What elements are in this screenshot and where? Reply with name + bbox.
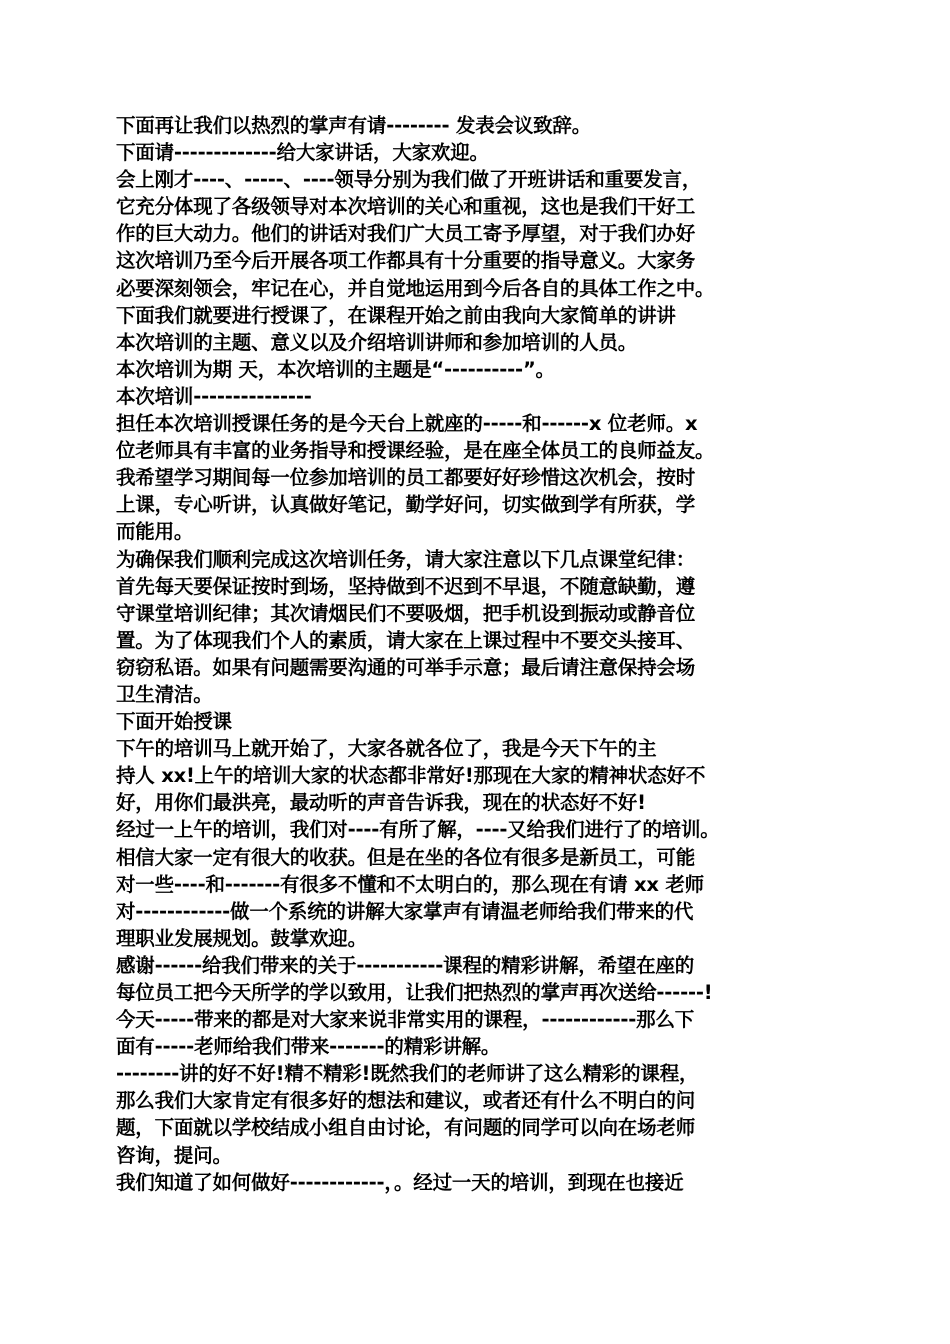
text-line: 相信大家一定有很大的收获。但是在坐的各位有很多是新员工，可能: [116, 845, 696, 869]
text-line: --------讲的好不好!精不精彩!既然我们的老师讲了这么精彩的课程，: [116, 1062, 699, 1086]
text-line: 持人 xx!上午的培训大家的状态都非常好!那现在大家的精神状态好不: [116, 764, 706, 788]
text-line: 下面我们就要进行授课了，在课程开始之前由我向大家简单的讲讲: [116, 303, 676, 327]
text-line: 窃窃私语。如果有问题需要沟通的可举手示意；最后请注意保持会场: [116, 655, 696, 679]
text-line: 题，下面就以学校结成小组自由讨论，有问题的同学可以向在场老师: [116, 1116, 696, 1140]
text-line: 下面再让我们以热烈的掌声有请-------- 发表会议致辞。: [116, 114, 592, 137]
text-line: 位老师具有丰富的业务指导和授课经验，是在座全体员工的良师益友。: [116, 439, 715, 463]
text-line: 卫生清洁。: [116, 682, 213, 706]
text-line: 本次培训---------------: [116, 384, 312, 408]
text-line: 为确保我们顺利完成这次培训任务，请大家注意以下几点课堂纪律：: [116, 547, 696, 571]
text-line: 担任本次培训授课任务的是今天台上就座的-----和------x 位老师。x: [116, 412, 698, 436]
text-line: 这次培训乃至今后开展各项工作都具有十分重要的指导意义。大家务: [116, 249, 696, 273]
text-line: 作的巨大动力。他们的讲话对我们广大员工寄予厚望，对于我们办好: [116, 222, 696, 246]
text-line: 下面开始授课: [116, 710, 232, 734]
text-line: 本次培训为期 天，本次培训的主题是“----------”。: [116, 357, 555, 381]
document-text: [116, 112, 846, 1196]
text-line: 理职业发展规划。鼓掌欢迎。: [116, 926, 367, 950]
text-line: 而能用。: [116, 520, 194, 544]
text-line: 今天-----带来的都是对大家来说非常实用的课程，------------那么下: [116, 1008, 695, 1032]
text-line: 对一些----和-------有很多不懂和不太明白的，那么现在有请 xx 老师: [116, 872, 704, 896]
text-line: 咨询，提问。: [116, 1143, 232, 1167]
text-line: 经过一上午的培训，我们对----有所了解，----又给我们进行了的培训。: [116, 818, 720, 842]
text-line: 我们知道了如何做好------------，。经过一天的培训，到现在也接近: [116, 1170, 684, 1194]
text-line: 下午的培训马上就开始了，大家各就各位了，我是今天下午的主: [116, 737, 657, 761]
text-line: 会上刚才----、-----、----领导分别为我们做了开班讲话和重要发言，: [116, 168, 702, 192]
text-line: 我希望学习期间每一位参加培训的员工都要好好珍惜这次机会，按时: [116, 466, 696, 490]
text-line: 每位员工把今天所学的学以致用，让我们把热烈的掌声再次送给------!: [116, 981, 713, 1004]
text-line: 好，用你们最洪亮，最动听的声音告诉我，现在的状态好不好!: [116, 791, 646, 815]
text-line: 本次培训的主题、意义以及介绍培训讲师和参加培训的人员。: [116, 330, 638, 354]
text-line: 对------------做一个系统的讲解大家掌声有请温老师给我们带来的代: [116, 899, 694, 923]
text-line: 守课堂培训纪律；其次请烟民们不要吸烟，把手机设到振动或静音位: [116, 601, 696, 625]
text-line: 面有-----老师给我们带来-------的精彩讲解。: [116, 1035, 501, 1059]
text-line: 必要深刻领会，牢记在心，并自觉地运用到今后各自的具体工作之中。: [116, 276, 715, 300]
text-line: 那么我们大家肯定有很多好的想法和建议，或者还有什么不明白的问: [116, 1089, 696, 1113]
text-line: 下面请-------------给大家讲话，大家欢迎。: [116, 141, 489, 165]
text-line: 首先每天要保证按时到场，坚持做到不迟到不早退，不随意缺勤，遵: [116, 574, 696, 598]
text-line: 置。为了体现我们个人的素质，请大家在上课过程中不要交头接耳、: [116, 628, 696, 652]
text-line: 它充分体现了各级领导对本次培训的关心和重视，这也是我们干好工: [116, 195, 696, 219]
text-line: 感谢------给我们带来的关于-----------课程的精彩讲解，希望在座的: [116, 953, 695, 977]
text-line: 上课，专心听讲，认真做好笔记，勤学好问，切实做到学有所获，学: [116, 493, 696, 517]
